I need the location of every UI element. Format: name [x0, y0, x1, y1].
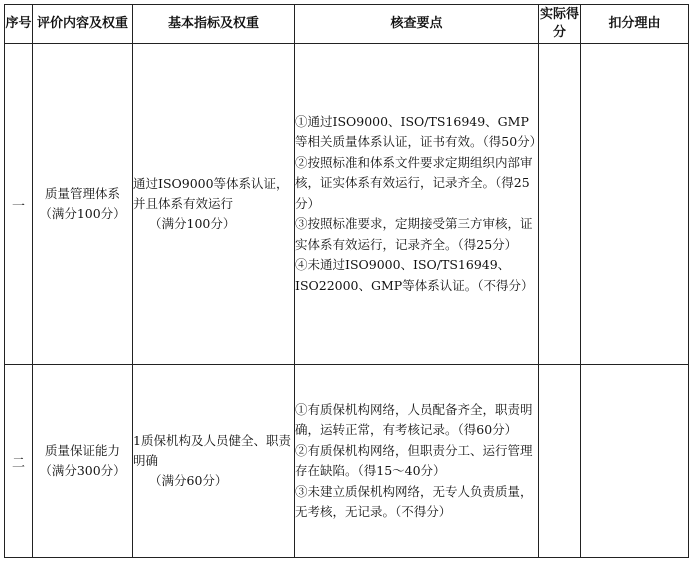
header-row: [5, 5, 689, 44]
check-point: ①有质保机构网络，人员配备齐全，职责明确，运转正常，有考核记录。（得60分）: [295, 401, 533, 437]
check-point: ③未建立质保机构网络，无专人负责质量，无考核，无记录。（不得分）: [295, 483, 533, 519]
row-evaluation-content: [33, 44, 133, 365]
row-evaluation-content: [33, 365, 133, 558]
evaluation-table: [4, 4, 689, 558]
header-serial-number: 序号: [5, 5, 33, 44]
content-title: 质量保证能力: [44, 443, 120, 458]
row-serial-number: 一: [5, 44, 33, 365]
header-deduction-reason: 扣分理由: [581, 5, 689, 44]
check-point: ④未通过ISO9000、ISO/TS16949、ISO22000、GMP等体系认证。（不得分）: [295, 257, 534, 293]
table-row: [5, 44, 689, 365]
row-actual-score-cell[interactable]: [539, 365, 581, 558]
check-point: ①通过ISO9000、ISO/TS16949、GMP等相关质量体系认证，证书有效。（得50分）: [295, 113, 543, 150]
indicator-text: 通过ISO9000等体系认证，并且体系有效运行: [133, 176, 289, 211]
row-basic-indicator: [133, 44, 295, 365]
content-weight: （满分100分）: [39, 206, 126, 221]
row-deduction-reason-cell[interactable]: [581, 44, 689, 365]
row-check-points: [295, 365, 539, 558]
header-actual-score: 实际得分: [539, 5, 581, 44]
header-check-points: 核查要点: [295, 5, 539, 44]
check-point: ②有质保机构网络，但职责分工、运行管理存在缺陷。（得15～40分）: [295, 442, 533, 478]
header-evaluation-content: 评价内容及权重: [33, 5, 133, 44]
header-basic-indicators: 基本指标及权重: [133, 5, 295, 44]
indicator-weight: （满分60分）: [149, 473, 228, 488]
check-point: ②按照标准和体系文件要求定期组织内部审核，证实体系有效运行，记录齐全。（得25分）: [295, 154, 533, 211]
row-basic-indicator: [133, 365, 295, 558]
row-deduction-reason-cell[interactable]: [581, 365, 689, 558]
content-title: 质量管理体系: [44, 186, 120, 201]
indicator-text: 1质保机构及人员健全、职责明确: [133, 433, 291, 468]
table-row: [5, 365, 689, 558]
row-serial-number: 二: [5, 365, 33, 558]
check-point: ③按照标准要求，定期接受第三方审核，证实体系有效运行，记录齐全。（得25分）: [295, 216, 533, 252]
row-check-points: [295, 44, 543, 365]
row-actual-score-cell[interactable]: [539, 44, 581, 365]
content-weight: （满分300分）: [39, 463, 126, 478]
indicator-weight: （满分100分）: [149, 216, 236, 231]
